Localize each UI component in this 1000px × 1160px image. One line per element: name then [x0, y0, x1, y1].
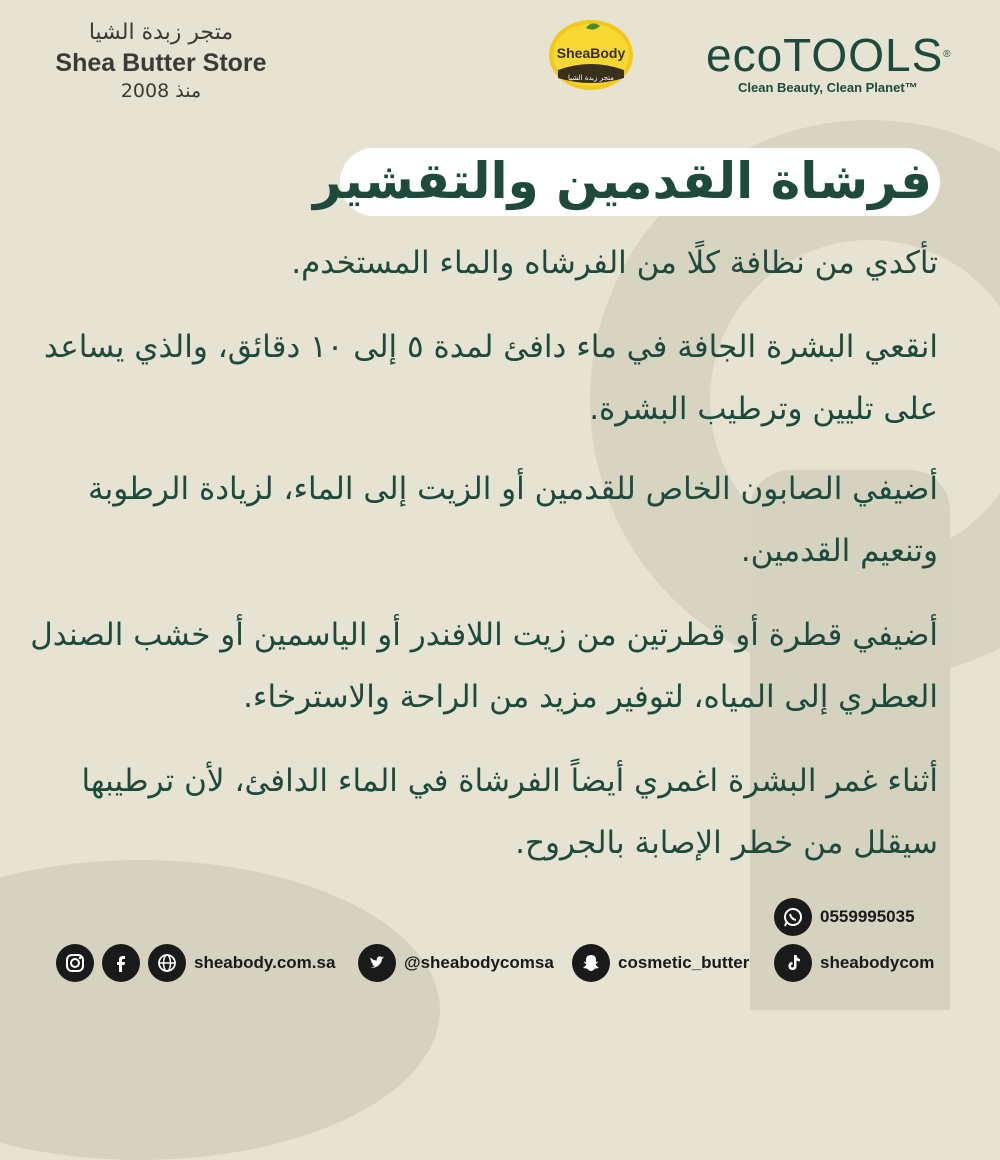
facebook-icon[interactable]	[102, 944, 140, 982]
whatsapp-contact[interactable]	[774, 898, 915, 936]
social-links-group	[56, 944, 335, 982]
whatsapp-number: 0559995035	[820, 907, 915, 926]
instruction-paragraph: أضيفي الصابون الخاص للقدمين أو الزيت إلى الماء، لزيادة الرطوبة وتنعيم القدمين.	[88, 471, 938, 569]
sheabody-logo	[546, 18, 636, 92]
store-name-english: Shea Butter Store	[55, 49, 267, 77]
snapchat-handle: cosmetic_butter	[618, 953, 750, 972]
background-blob-shape	[0, 860, 440, 1160]
ecotools-brand: ecoTOOLS	[706, 29, 944, 81]
ecotools-logo: ecoTOOLS® Clean Beauty, Clean Planet™	[706, 30, 962, 95]
instagram-icon[interactable]	[56, 944, 94, 982]
snapchat-icon	[572, 944, 610, 982]
svg-text:متجر زبدة الشيا: متجر زبدة الشيا	[568, 74, 614, 82]
store-since: منذ 2008	[120, 80, 202, 102]
tiktok-icon	[774, 944, 812, 982]
twitter-contact[interactable]	[358, 944, 554, 982]
svg-text:SheaBody: SheaBody	[556, 45, 626, 61]
globe-icon[interactable]	[148, 944, 186, 982]
store-name-arabic: متجر زبدة الشيا	[88, 20, 234, 45]
instruction-paragraph: أضيفي قطرة أو قطرتين من زيت اللافندر أو الياسمين أو خشب الصندل العطري إلى المياه، لتوفير مزيد من الراحة والاسترخاء.	[30, 617, 938, 715]
whatsapp-icon	[774, 898, 812, 936]
page-title: فرشاة القدمين والتقشير	[312, 152, 932, 210]
twitter-handle: @sheabodycomsa	[404, 953, 554, 972]
snapchat-contact[interactable]	[572, 944, 749, 982]
instruction-paragraph: انقعي البشرة الجافة في ماء دافئ لمدة ٥ إلى ١٠ دقائق، والذي يساعد على تليين وترطيب البشرة.	[43, 329, 938, 427]
instruction-paragraph: تأكدي من نظافة كلًا من الفرشاه والماء المستخدم.	[291, 245, 938, 281]
tiktok-handle: sheabodycom	[820, 953, 935, 972]
website-link[interactable]: sheabody.com.sa	[194, 953, 336, 972]
store-header	[36, 18, 286, 104]
twitter-icon	[358, 944, 396, 982]
tiktok-contact[interactable]	[774, 944, 934, 982]
ecotools-tagline: Clean Beauty, Clean Planet™	[738, 80, 918, 95]
instruction-paragraph: أثناء غمر البشرة اغمري أيضاً الفرشاة في الماء الدافئ، لأن ترطيبها سيقلل من خطر الإصابة بالجروح.	[81, 763, 938, 861]
